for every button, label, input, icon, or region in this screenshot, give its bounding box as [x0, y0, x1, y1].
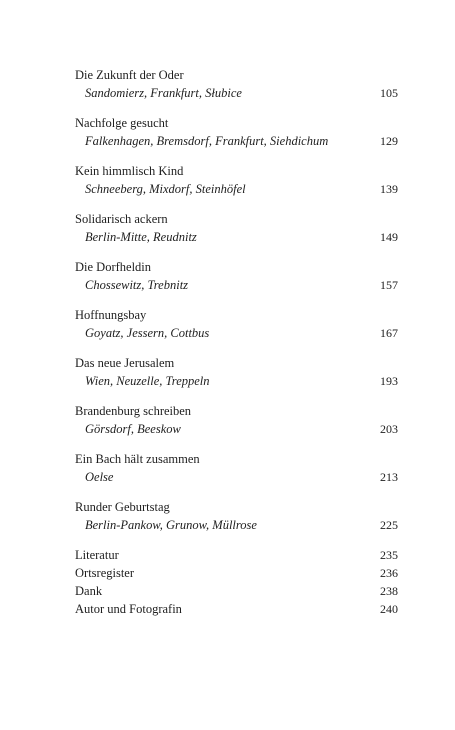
toc-entry — [75, 66, 398, 102]
chapter-places: Goyatz, Jessern, Cottbus — [85, 326, 210, 340]
chapter-places: Berlin-Pankow, Grunow, Müllrose — [85, 518, 257, 532]
chapter-places: Schneeberg, Mixdorf, Steinhöfel — [85, 182, 246, 196]
chapter-subline — [75, 180, 398, 198]
toc-entry — [75, 450, 398, 486]
page-number: 139 — [380, 182, 398, 196]
toc-entry — [75, 498, 398, 534]
chapter-subline — [75, 516, 398, 534]
chapter-places: Görsdorf, Beeskow — [85, 422, 181, 436]
toc-entry — [75, 306, 398, 342]
toc-entry — [75, 354, 398, 390]
chapter-title: Runder Geburtstag — [75, 500, 170, 514]
page-number: 213 — [380, 470, 398, 484]
chapter-subline — [75, 228, 398, 246]
table-of-contents — [75, 66, 398, 618]
chapter-title: Ein Bach hält zusammen — [75, 452, 200, 466]
page-number: 157 — [380, 278, 398, 292]
page-number: 238 — [380, 584, 398, 598]
chapter-title: Kein himmlisch Kind — [75, 164, 184, 178]
chapter-places: Oelse — [85, 470, 114, 484]
page-number: 149 — [380, 230, 398, 244]
chapter-places: Berlin-Mitte, Reudnitz — [85, 230, 197, 244]
toc-entry — [75, 402, 398, 438]
backmatter-entry — [75, 600, 398, 618]
backmatter-label: Literatur — [75, 548, 119, 562]
page-number: 236 — [380, 566, 398, 580]
chapter-title: Das neue Jerusalem — [75, 356, 175, 370]
chapter-title: Hoffnungsbay — [75, 308, 147, 322]
page-number: 105 — [380, 86, 398, 100]
backmatter-label: Autor und Fotografin — [75, 602, 182, 616]
page-number: 225 — [380, 518, 398, 532]
toc-entry — [75, 210, 398, 246]
page-number: 129 — [380, 134, 398, 148]
chapter-title: Die Zukunft der Oder — [75, 68, 184, 82]
chapter-places: Sandomierz, Frankfurt, Słubice — [85, 86, 242, 100]
backmatter-entry — [75, 582, 398, 600]
chapter-places: Wien, Neuzelle, Treppeln — [85, 374, 210, 388]
page-number: 193 — [380, 374, 398, 388]
chapter-title: Brandenburg schreiben — [75, 404, 192, 418]
backmatter-entry — [75, 564, 398, 582]
chapter-subline — [75, 324, 398, 342]
chapter-subline — [75, 420, 398, 438]
page-number: 167 — [380, 326, 398, 340]
chapter-subline — [75, 132, 398, 150]
chapter-subline — [75, 468, 398, 486]
chapter-title: Die Dorfheldin — [75, 260, 152, 274]
backmatter-list — [75, 546, 398, 618]
backmatter-label: Ortsregister — [75, 566, 135, 580]
chapter-subline — [75, 276, 398, 294]
chapter-title: Nachfolge gesucht — [75, 116, 169, 130]
backmatter-label: Dank — [75, 584, 103, 598]
chapter-places: Falkenhagen, Bremsdorf, Frankfurt, Siehdichum — [85, 134, 329, 148]
chapter-subline — [75, 372, 398, 390]
page-number: 240 — [380, 602, 398, 616]
page-number: 235 — [380, 548, 398, 562]
chapter-places: Chossewitz, Trebnitz — [85, 278, 189, 292]
toc-entry — [75, 162, 398, 198]
page-number: 203 — [380, 422, 398, 436]
backmatter-entry — [75, 546, 398, 564]
chapter-title: Solidarisch ackern — [75, 212, 168, 226]
toc-entry — [75, 258, 398, 294]
chapter-subline — [75, 84, 398, 102]
toc-entry — [75, 114, 398, 150]
